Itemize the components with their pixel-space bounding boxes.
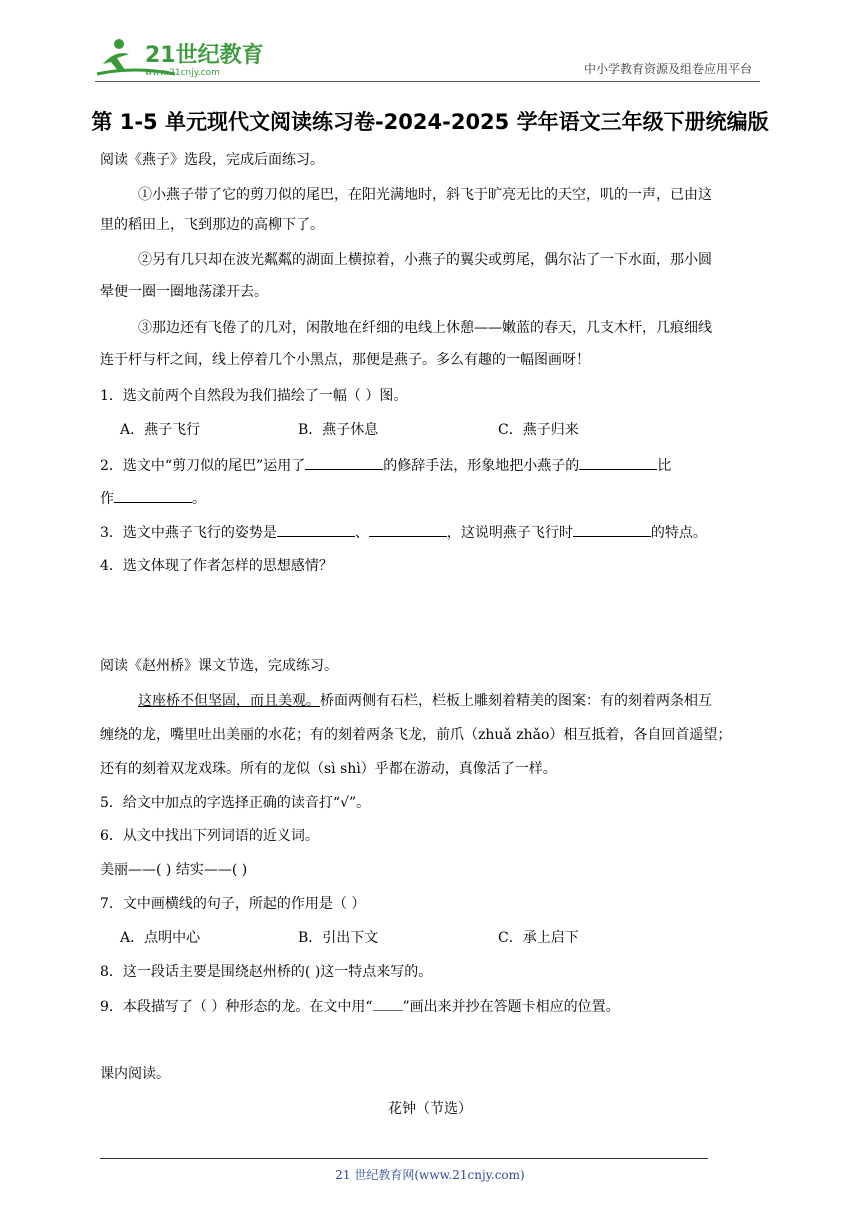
answer-blank[interactable] [579, 455, 657, 470]
q1-option-b: B．燕子休息 [298, 422, 379, 438]
passage1-p1a: ①小燕子带了它的剪刀似的尾巴，在阳光满地时，斜飞于旷亮无比的天空，叽的一声，已由这 [138, 187, 712, 203]
answer-blank[interactable] [305, 455, 383, 470]
answer-blank[interactable] [369, 522, 447, 537]
q1-option-a: A．燕子飞行 [120, 422, 201, 438]
question-2-cont: 作 。 [100, 488, 206, 509]
logo [95, 36, 265, 78]
logo-text: 21世纪教育 [145, 43, 264, 68]
answer-blank[interactable] [573, 522, 651, 537]
q7-option-a: A．点明中心 [120, 930, 201, 946]
question-6: 6．从文中找出下列词语的近义词。 [100, 828, 319, 844]
question-4: 4．选文体现了作者怎样的思想感情？ [100, 558, 333, 574]
q7-option-b: B．引出下文 [298, 930, 379, 946]
question-2: 2．选文中“剪刀似的尾巴”运用了 的修辞手法，形象地把小燕子的 比 [100, 455, 671, 476]
document-title: 第 1-5 单元现代文阅读练习卷-2024-2025 学年语文三年级下册统编版 [91, 110, 769, 134]
passage1-p1b: 里的稻田上，飞到那边的高柳下了。 [100, 217, 324, 233]
platform-label: 中小学教育资源及组卷应用平台 [583, 62, 752, 76]
footer-rule [100, 1158, 708, 1159]
page-footer: 21 世纪教育网(www.21cnjy.com) [335, 1168, 525, 1182]
passage1-p3b: 连于杆与杆之间，线上停着几个小黑点，那便是燕子。多么有趣的一幅图画呀！ [100, 352, 590, 368]
section3-intro: 课内阅读。 [100, 1066, 170, 1082]
question-1: 1．选文前两个自然段为我们描绘了一幅（ ）图。 [100, 388, 408, 404]
question-7: 7．文中画横线的句子，所起的作用是（ ） [100, 896, 366, 912]
passage1-p3a: ③那边还有飞倦了的几对，闲散地在纤细的电线上休憩——嫩蓝的春天，几支木杆，几痕细线 [138, 320, 712, 336]
passage2-p1: 这座桥不但坚固，而且美观。桥面两侧有石栏，栏板上雕刻着精美的图案：有的刻着两条相互 [138, 693, 712, 709]
section1-intro: 阅读《燕子》选段，完成后面练习。 [100, 152, 324, 168]
underlined-sentence: 这座桥不但坚固，而且美观。 [138, 693, 320, 709]
answer-blank[interactable] [114, 488, 192, 503]
passage2-p3: 还有的刻着双龙戏珠。所有的龙似（sì shì）乎都在游动，真像活了一样。 [100, 761, 557, 777]
question-9: 9．本段描写了（ ）种形态的龙。在文中用“ ”画出来并抄在答题卡相应的位置。 [100, 996, 620, 1017]
passage1-p2a: ②另有几只却在波光粼粼的湖面上横掠着，小燕子的翼尖或剪尾，偶尔沾了一下水面，那小圆 [138, 252, 712, 268]
passage1-p2b: 晕便一圈一圈地荡漾开去。 [100, 284, 268, 300]
question-3: 3．选文中燕子飞行的姿势是 、 ，这说明燕子飞行时 的特点。 [100, 522, 707, 543]
logo-url: www.21cnjy.com [145, 68, 220, 78]
question-6-words: 美丽——( ) 结实——( ) [100, 862, 248, 878]
q1-option-c: C．燕子归来 [498, 422, 579, 438]
passage2-p2: 缠绕的龙，嘴里吐出美丽的水花；有的刻着两条飞龙，前爪（zhuǎ zhǎo）相互抵着，各自回首遥望； [100, 727, 732, 743]
q7-option-c: C．承上启下 [498, 930, 579, 946]
page-header [95, 28, 760, 83]
header-rule [95, 81, 760, 82]
section2-intro: 阅读《赵州桥》课文节选，完成练习。 [100, 658, 338, 674]
underline-mark [373, 996, 403, 1011]
question-8: 8．这一段话主要是围绕赵州桥的( )这一特点来写的。 [100, 964, 433, 980]
passage3-title: 花钟（节选） [388, 1101, 472, 1117]
question-5: 5．给文中加点的字选择正确的读音打“√”。 [100, 795, 371, 811]
answer-blank[interactable] [277, 522, 355, 537]
